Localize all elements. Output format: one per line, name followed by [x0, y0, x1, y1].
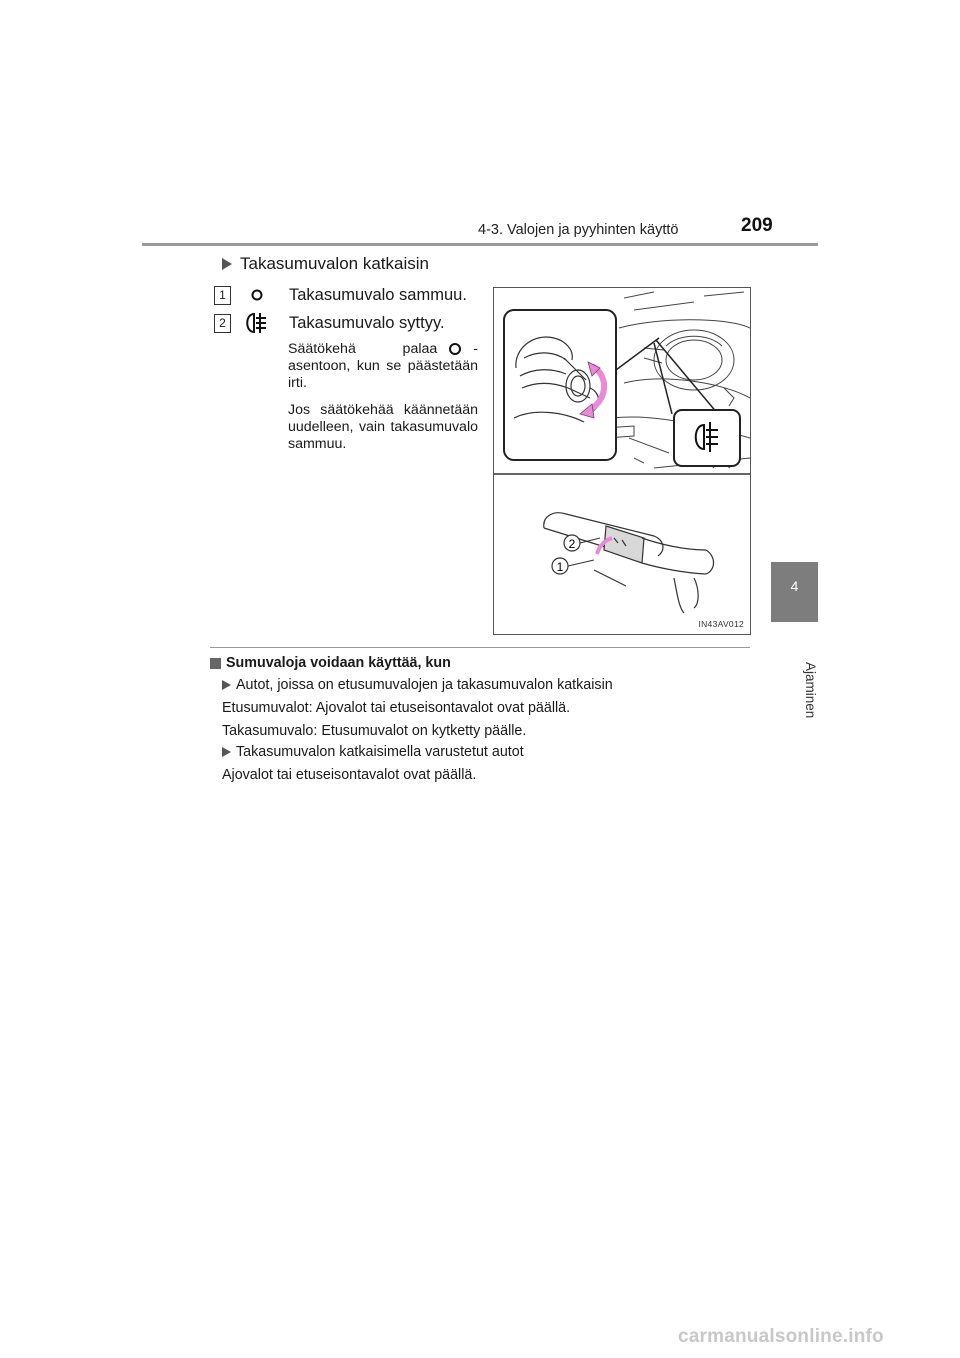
section-divider — [210, 647, 750, 648]
case-2-title-row — [222, 744, 524, 760]
chapter-number: 4 — [790, 578, 799, 594]
illustration-drawing — [494, 288, 750, 634]
fog-usage-heading: Sumuvaloja voidaan käyttää, kun — [226, 655, 451, 671]
triangle-bullet-icon — [222, 747, 231, 757]
case-1-line-1: Etusumuvalot: Ajovalot tai etuseisontavalot ovat päällä. — [222, 700, 571, 716]
case-1-title: Autot, joissa on etusumuvalojen ja takasumuvalon katkaisin — [236, 677, 613, 693]
header-section-title: 4-3. Valojen ja pyyhinten käyttö — [478, 222, 679, 238]
list-item-on — [214, 311, 445, 335]
case-2-title: Takasumuvalon katkaisimella varustetut autot — [236, 744, 524, 760]
triangle-bullet-icon — [222, 258, 232, 270]
off-ring-icon — [449, 343, 461, 355]
figure-code: IN43AV012 — [698, 619, 744, 629]
rear-fog-switch-illustration — [493, 287, 751, 635]
rear-fog-switch-title-row — [222, 254, 429, 274]
item-label: Takasumuvalo sammuu. — [289, 285, 467, 304]
case-1-title-row — [222, 677, 613, 693]
return-note-start: Säätökehä palaa — [288, 341, 438, 357]
case-2-line-1: Ajovalot tai etuseisontavalot ovat päällä. — [222, 767, 477, 783]
item-label: Takasumuvalo syttyy. — [289, 313, 445, 332]
rear-fog-switch-title: Takasumuvalon katkaisin — [240, 254, 429, 273]
item-number-badge: 2 — [214, 314, 231, 333]
return-note — [288, 341, 478, 392]
page-number: 209 — [741, 215, 773, 236]
fog-usage-heading-row — [210, 655, 451, 671]
chapter-label: Ajaminen — [803, 661, 818, 719]
square-bullet-icon — [210, 658, 221, 669]
rear-fog-light-icon — [237, 311, 277, 335]
triangle-bullet-icon — [222, 680, 231, 690]
turn-again-note: Jos säätökehää käännetään uudelleen, vain takasumuvalo sammuu. — [288, 402, 478, 453]
header-divider — [142, 243, 818, 246]
case-1-line-2: Takasumuvalo: Etusumuvalot on kytketty päälle. — [222, 723, 527, 739]
item-number-badge: 1 — [214, 286, 231, 305]
off-ring-icon — [237, 283, 277, 307]
operation-notes — [288, 341, 478, 463]
figure-callout-1: 1 — [556, 560, 564, 574]
figure-callout-2: 2 — [568, 537, 576, 551]
list-item-off — [214, 283, 467, 307]
watermark-url: carmanualsonline.info — [678, 1326, 884, 1347]
return-note-end: -asentoon, kun se päästetään irti. — [288, 341, 478, 392]
